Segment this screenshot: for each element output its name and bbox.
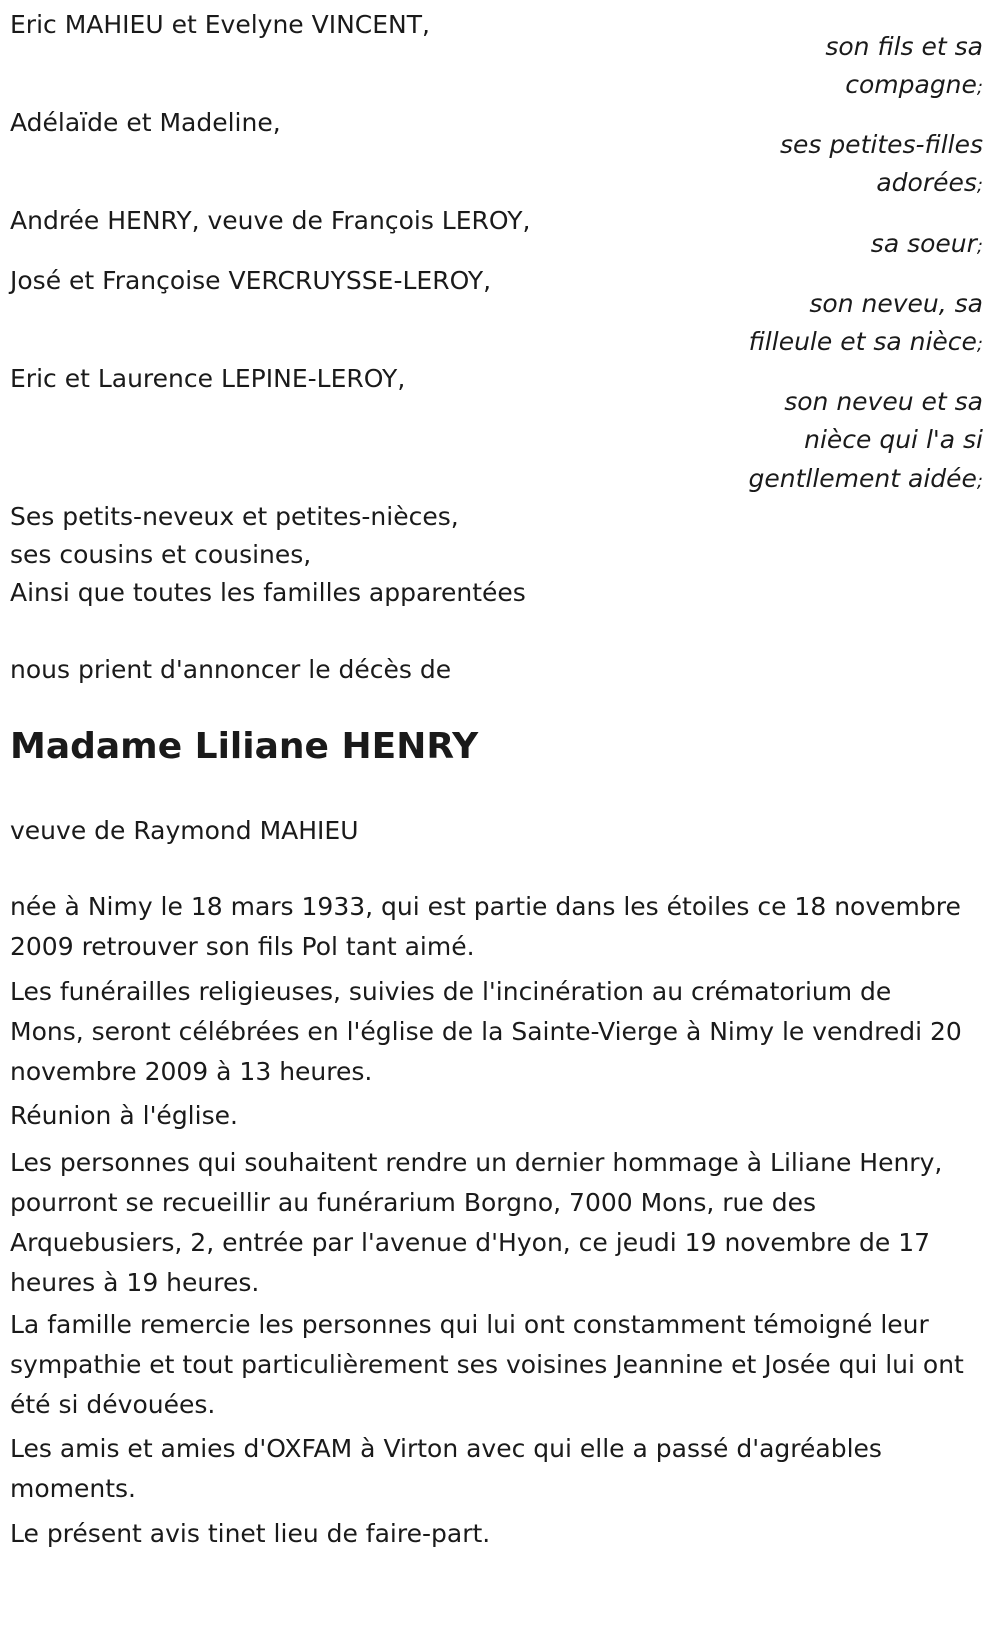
announce-text: nous prient d'annoncer le décès de — [10, 655, 452, 684]
relation-2-line-2: adorées; — [876, 168, 983, 197]
deceased-widow-of: veuve de Raymond MAHIEU — [10, 816, 359, 845]
relation-5-line-3: gentllement aidée; — [748, 464, 983, 493]
paragraph-funerarium: Les personnes qui souhaitent rendre un dernier hommage à Liliane Henry, pourront se recueillir au funérarium Borgno, 7000 Mons, rue des Arquebusiers, 2, entrée par l'avenue d'Hyon, ce jeudi 19 novembre de 17 heures à 19 heures. — [10, 1148, 943, 1297]
deceased-name: Madame Liliane HENRY — [10, 726, 479, 767]
relation-4-line-1: son neveu, sa — [809, 289, 983, 318]
paragraph-birth: née à Nimy le 18 mars 1933, qui est partie dans les étoiles ce 18 novembre 2009 retrouver son fils Pol tant aimé. — [10, 892, 961, 961]
paragraph-thanks: La famille remercie les personnes qui lui ont constamment témoigné leur sympathie et tout particulièrement ses voisines Jeannine et Josée qui lui ont été si dévouées. — [10, 1310, 964, 1419]
relation-1-line-2: compagne; — [845, 70, 983, 99]
family-name-3: Andrée HENRY, veuve de François LEROY, — [10, 206, 531, 235]
family-name-5: Eric et Laurence LEPINE-LEROY, — [10, 364, 406, 393]
others-line-3: Ainsi que toutes les familles apparentées — [10, 578, 526, 607]
relation-1-line-1: son fils et sa — [825, 32, 983, 61]
paragraph-notice: Le présent avis tinet lieu de faire-part. — [10, 1519, 491, 1548]
paragraph-funeral: Les funérailles religieuses, suivies de l'incinération au crématorium de Mons, seront célébrées en l'église de la Sainte-Vierge à Nimy le vendredi 20 novembre 2009 à 13 heures. — [10, 977, 962, 1086]
relation-4-line-2: filleule et sa nièce; — [748, 327, 983, 356]
relation-3-line-1: sa soeur; — [870, 229, 983, 258]
relation-5-line-1: son neveu et sa — [784, 387, 983, 416]
relation-5-line-2: nièce qui l'a si — [804, 425, 983, 454]
family-name-4: José et Françoise VERCRUYSSE-LEROY, — [10, 266, 492, 295]
family-name-1: Eric MAHIEU et Evelyne VINCENT, — [10, 10, 430, 39]
others-line-1: Ses petits-neveux et petites-nièces, — [10, 502, 459, 531]
paragraph-reunion: Réunion à l'église. — [10, 1101, 238, 1130]
others-line-2: ses cousins et cousines, — [10, 540, 312, 569]
family-name-2: Adélaïde et Madeline, — [10, 108, 281, 137]
paragraph-oxfam: Les amis et amies d'OXFAM à Virton avec qui elle a passé d'agréables moments. — [10, 1434, 882, 1503]
relation-2-line-1: ses petites-filles — [779, 130, 983, 159]
